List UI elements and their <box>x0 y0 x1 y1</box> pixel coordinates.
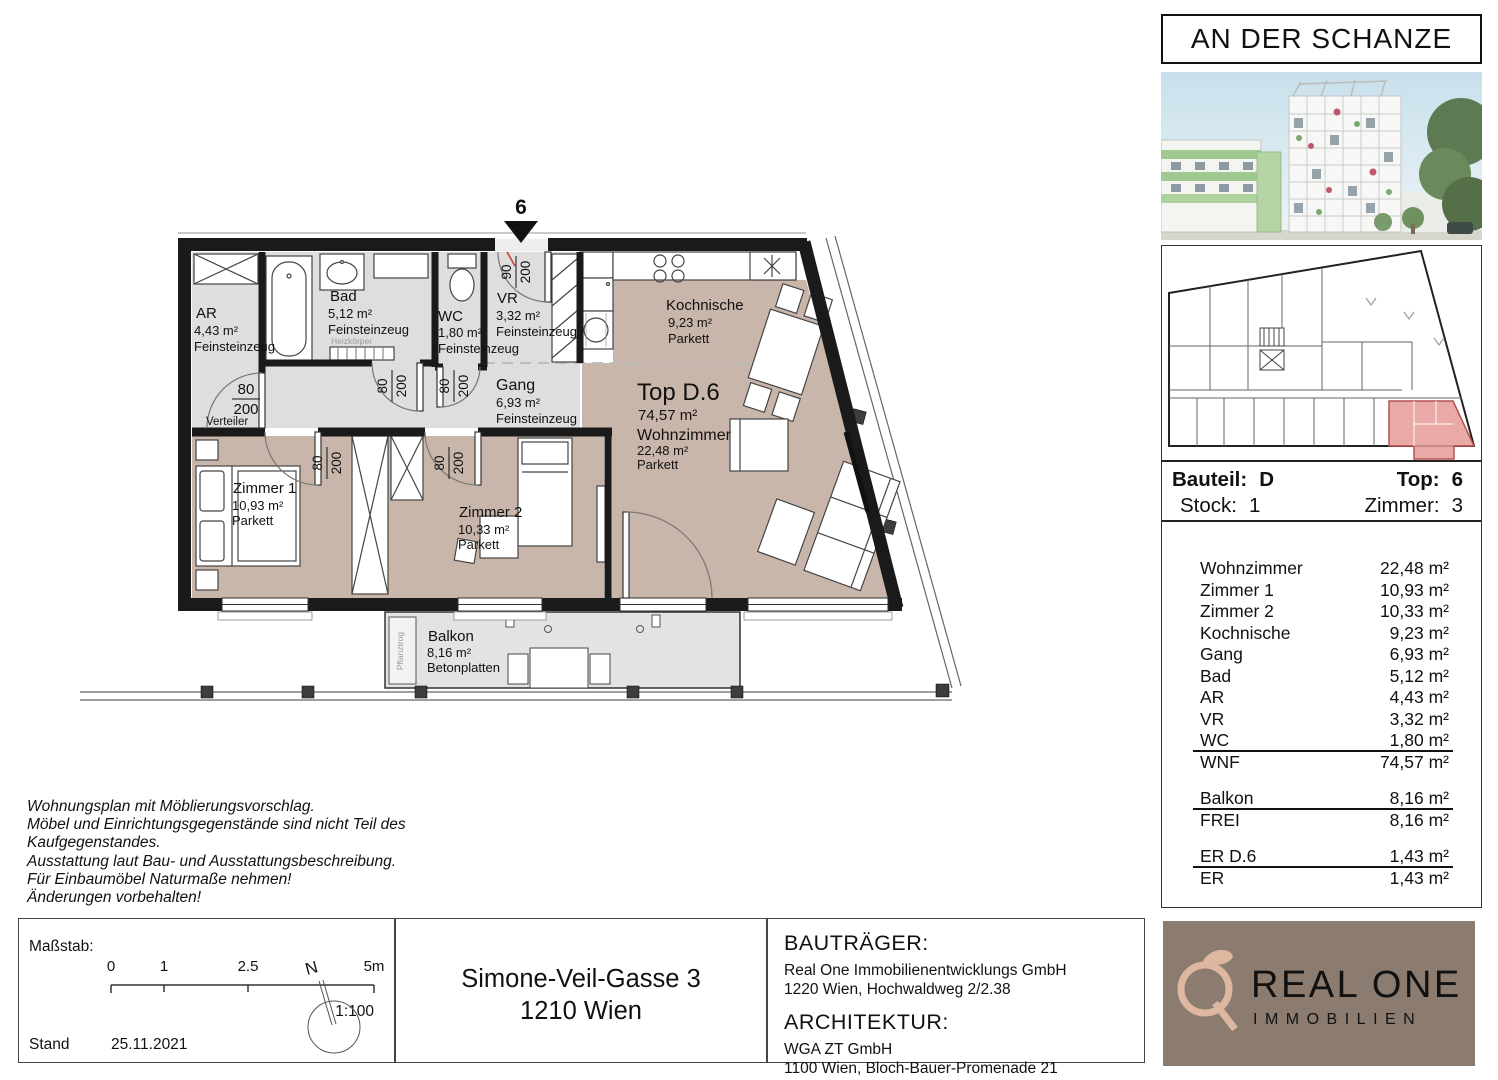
vr-closet <box>552 254 578 362</box>
stock-field: Stock: 1 <box>1180 494 1261 517</box>
svg-text:Feinsteinzeug: Feinsteinzeug <box>438 341 519 356</box>
svg-text:1,80 m²: 1,80 m² <box>438 325 483 340</box>
table-row: WC 1,80 m² <box>1193 730 1453 752</box>
window-zimmer2 <box>458 598 542 611</box>
developer-heading: BAUTRÄGER: <box>784 931 929 955</box>
building-rendering-image <box>1161 72 1482 240</box>
svg-text:80: 80 <box>237 381 255 398</box>
area-table <box>1193 558 1453 889</box>
svg-text:8,16 m²: 8,16 m² <box>427 645 472 660</box>
stand-date: 25.11.2021 <box>111 1036 188 1053</box>
svg-text:10,93 m²: 10,93 m² <box>232 498 284 513</box>
balcony-chair <box>590 654 610 684</box>
balcony <box>385 612 740 688</box>
top-field: Top: 6 <box>1396 468 1463 491</box>
table-row: Zimmer 1 10,93 m² <box>1200 579 1449 600</box>
svg-text:80: 80 <box>310 455 325 471</box>
wardrobe-strip <box>352 436 388 594</box>
logo-text-realone: REAL ONE <box>1251 964 1462 1006</box>
balcony-door <box>620 598 706 611</box>
svg-text:Feinsteinzeug: Feinsteinzeug <box>496 411 577 426</box>
bath-cabinet <box>374 254 428 278</box>
sidebar-panel <box>1161 245 1482 908</box>
svg-text:90: 90 <box>499 264 514 280</box>
svg-text:VR: VR <box>497 290 518 307</box>
realone-logo-mark <box>1181 950 1235 1029</box>
svg-text:2.5: 2.5 <box>237 958 259 975</box>
svg-text:3,32 m²: 3,32 m² <box>496 308 541 323</box>
unit-label: Top D.6 <box>637 379 720 406</box>
developer-box: BAUTRÄGER: Real One Immobilienentwicklungs GmbH 1220 Wien, Hochwaldweg 2/2.38 ARCHITEKTUR: WGA ZT GmbH 1100 Wien, Bloch-Bauer-Promenade 21 <box>767 918 1145 1063</box>
svg-text:4,43 m²: 4,43 m² <box>194 323 239 338</box>
project-title: AN DER SCHANZE <box>1161 14 1482 64</box>
unit-info-box <box>1162 460 1481 522</box>
svg-text:6,93 m²: 6,93 m² <box>496 395 541 410</box>
entrance-number: 6 <box>515 196 527 219</box>
svg-text:Parkett: Parkett <box>637 457 679 472</box>
ar-wardrobe <box>194 254 258 284</box>
svg-text:200: 200 <box>394 374 409 398</box>
svg-text:AR: AR <box>196 305 217 322</box>
svg-text:80: 80 <box>375 378 390 394</box>
svg-text:Betonplatten: Betonplatten <box>427 660 501 675</box>
scale-bar <box>111 985 374 993</box>
table-row: Kochnische 9,23 m² <box>1200 622 1449 643</box>
balcony-chair <box>508 654 528 684</box>
zimmer-field: Zimmer: 3 <box>1364 494 1463 517</box>
svg-text:Gang: Gang <box>496 377 536 394</box>
svg-text:Zimmer 2: Zimmer 2 <box>459 504 523 521</box>
svg-text:5,12 m²: 5,12 m² <box>328 306 373 321</box>
scale-box <box>18 918 395 1063</box>
wardrobe-z2 <box>391 436 423 500</box>
kitchen-tall-units <box>580 252 613 349</box>
scale-label: Maßstab: <box>29 938 94 955</box>
center-tower <box>1289 80 1401 232</box>
balcony-table <box>530 648 588 688</box>
table-row-total: WNF 74,57 m² <box>1200 751 1449 772</box>
planter-label: Pflanztrog <box>395 631 405 671</box>
svg-text:Kochnische: Kochnische <box>666 297 744 314</box>
realone-logo <box>1163 921 1475 1066</box>
left-building <box>1161 140 1281 232</box>
scale-ratio: 1:100 <box>335 1003 374 1020</box>
svg-text:10,33 m²: 10,33 m² <box>458 522 510 537</box>
svg-text:N: N <box>303 957 320 979</box>
svg-text:Parkett: Parkett <box>232 513 274 528</box>
svg-text:22,48 m²: 22,48 m² <box>637 443 689 458</box>
table-row: Gang 6,93 m² <box>1200 644 1449 664</box>
svg-text:200: 200 <box>451 451 466 475</box>
washbasin <box>320 254 364 290</box>
svg-text:Feinsteinzeug: Feinsteinzeug <box>496 324 577 339</box>
svg-text:Bad: Bad <box>330 288 357 305</box>
svg-text:200: 200 <box>456 374 471 398</box>
table-row: VR 3,32 m² <box>1200 708 1449 729</box>
svg-text:200: 200 <box>329 451 344 475</box>
svg-text:5m: 5m <box>363 958 385 975</box>
window-sill <box>744 612 892 620</box>
svg-text:Feinsteinzeug: Feinsteinzeug <box>328 322 409 337</box>
kitchen-counter <box>613 252 796 282</box>
stand-label: Stand <box>29 1036 70 1053</box>
window-zimmer1 <box>222 598 308 611</box>
logo-text-immobilien: IMMOBILIEN <box>1253 1011 1423 1028</box>
window-sill <box>454 612 546 620</box>
table-row-total: FREI 8,16 m² <box>1200 809 1449 830</box>
svg-text:74,57 m²: 74,57 m² <box>638 407 698 424</box>
svg-text:Parkett: Parkett <box>458 537 500 552</box>
table-row: Zimmer 2 10,33 m² <box>1200 601 1449 621</box>
key-plan <box>1162 246 1480 460</box>
svg-text:Zimmer 1: Zimmer 1 <box>233 480 297 497</box>
address-box <box>395 918 767 1063</box>
room-label-balkon: Balkon <box>428 628 474 645</box>
toilet <box>448 254 476 301</box>
table-row: AR 4,43 m² <box>1200 687 1449 707</box>
svg-text:Parkett: Parkett <box>668 331 710 346</box>
table-row: ER D.6 1,43 m² <box>1193 846 1453 868</box>
disclaimer-notes: Wohnungsplan mit Möblierungsvorschlag. Möbel und Einrichtungsgegenstände sind nicht Teil des Kaufgegenstandes. Ausstattung laut Bau- und Ausstattungsbeschreibung. Für Einbaumöbel Naturmaße nehmen! Änderungen vorbehalten! <box>27 798 406 907</box>
svg-text:1: 1 <box>159 958 169 975</box>
svg-text:80: 80 <box>437 378 452 394</box>
heizkoerper-label: Heizkörper <box>331 336 373 346</box>
svg-text:Wohnzimmer: Wohnzimmer <box>637 427 731 444</box>
svg-text:200: 200 <box>518 260 533 284</box>
svg-text:Feinsteinzeug: Feinsteinzeug <box>194 339 275 354</box>
radiator <box>330 347 394 360</box>
svg-text:WC: WC <box>438 308 463 325</box>
address-line1: Simone-Veil-Gasse 3 <box>461 965 701 993</box>
bed-single <box>518 438 572 546</box>
table-row: Balkon 8,16 m² <box>1193 788 1453 810</box>
window-living <box>748 598 888 611</box>
table-row: Wohnzimmer 22,48 m² <box>1200 558 1449 578</box>
svg-text:0: 0 <box>106 958 116 975</box>
table-row-total: ER 1,43 m² <box>1200 867 1449 888</box>
bauteil-field: Bauteil: D <box>1172 468 1274 491</box>
architect-heading: ARCHITEKTUR: <box>784 1010 949 1034</box>
table-row: Bad 5,12 m² <box>1200 665 1449 686</box>
svg-text:9,23 m²: 9,23 m² <box>668 315 713 330</box>
svg-text:80: 80 <box>432 455 447 471</box>
armchair <box>730 419 788 471</box>
svg-text:200: 200 <box>233 401 259 418</box>
verteiler-label: Verteiler <box>206 416 249 428</box>
window-sill <box>218 612 312 620</box>
address-line2: 1210 Wien <box>520 997 642 1025</box>
